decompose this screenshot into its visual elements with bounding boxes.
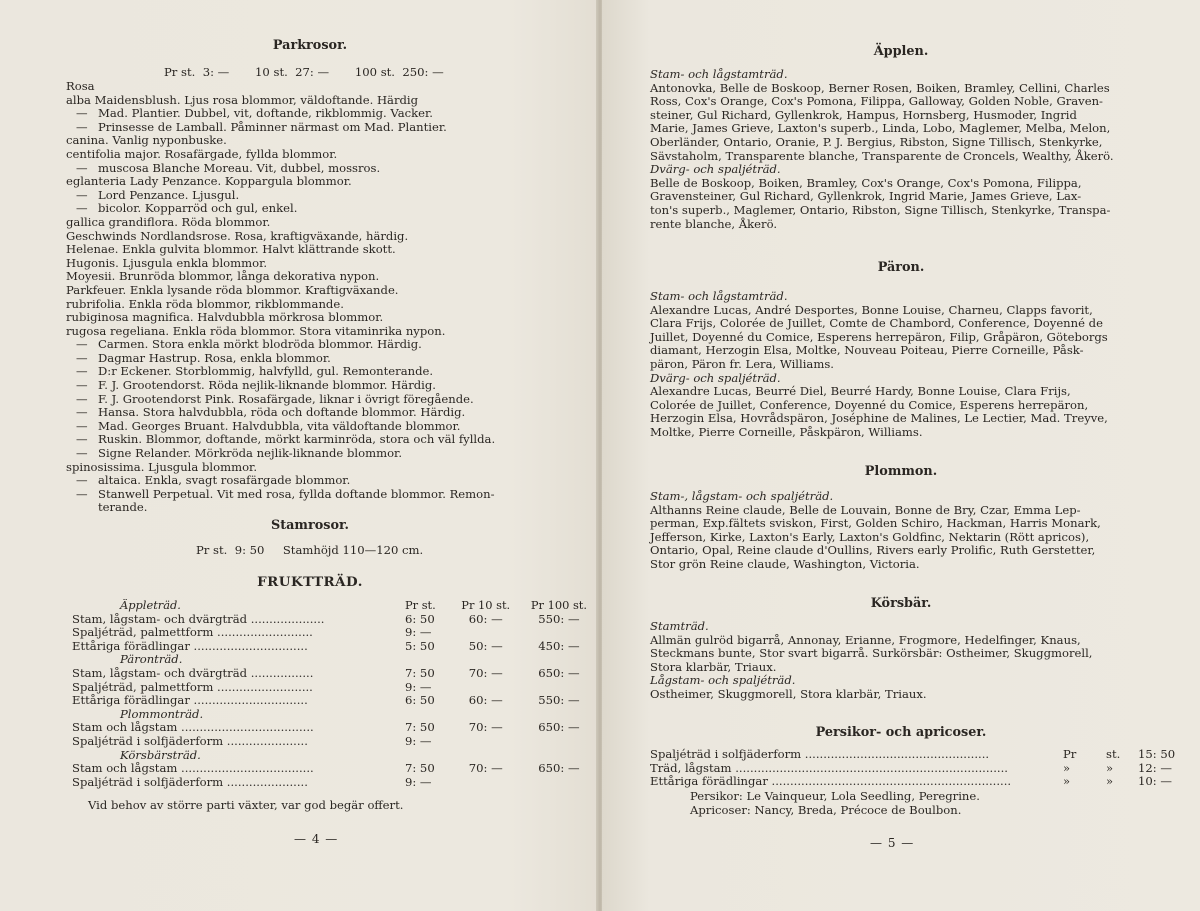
rose-entry-text: Parkfeuer. Enkla lysande röda blommor. Kraftigväxande. [66, 282, 399, 297]
rose-entry-text: Geschwinds Nordlandsrose. Rosa, kraftigväxande, härdig. [66, 228, 409, 243]
price-per-st: 9: — [404, 733, 432, 748]
rose-entry [66, 406, 495, 420]
variety-line: Jefferson, Kirke, Laxton's Early, Laxton's Goldfinc, Nektarin (Rött apricos), [650, 529, 1090, 544]
price-per-st: 9: — [404, 625, 432, 640]
applen-list [650, 68, 1114, 231]
rose-entry-text: muscosa Blanche Moreau. Vit, dubbel, mossros. [98, 160, 381, 175]
price-per-100: 650: — [538, 665, 580, 680]
dash-mark: — [76, 364, 88, 379]
variety-line: steiner, Gul Richard, Gyllenkrok, Hampus, Hornsberg, Husmoder, Ingrid [650, 107, 1077, 122]
rose-entry-text: Mad. Plantier. Dubbel, vit, doftande, rikblommig. Vacker. [98, 106, 433, 121]
variety-line: diamant, Herzogin Elsa, Moltke, Nouveau Poiteau, Pierre Corneille, Påsk- [650, 343, 1084, 358]
dash-mark: — [76, 119, 88, 134]
dash-mark: — [76, 187, 88, 202]
rose-entry [66, 420, 495, 434]
price-row [72, 613, 598, 627]
price-item-name: Stam, lågstam- och dvärgträd .................... [72, 612, 325, 626]
variety-line: Sävstaholm, Transparente blanche, Transparente de Croncels, Wealthy, Åkerö. [650, 148, 1114, 163]
tree-type-label: Stam-, lågstam- och spaljéträd. [650, 489, 834, 503]
price-per-100 [520, 681, 598, 695]
rose-entry [66, 433, 495, 447]
subcategory-row [72, 653, 598, 667]
price-row [72, 762, 598, 776]
variety-line: Colorée de Juillet, Conference, Doyenné du Comice, Esperens herrepäron, [650, 397, 1089, 412]
offer-note: Vid behov av större parti växter, var god begär offert. [88, 798, 404, 812]
price-item-name: Ettåriga förädlingar ............................... [72, 694, 308, 708]
dash-mark: — [76, 201, 88, 216]
dash-mark: — [76, 106, 88, 121]
price-per-st: 5: 50 [404, 638, 435, 653]
rose-entry-text: D:r Eckener. Storblommig, halvfylld, gul. Remonterande. [98, 364, 434, 379]
price-row [72, 776, 598, 790]
variety-line: Alexandre Lucas, Beurré Diel, Beurré Hardy, Bonne Louise, Clara Frijs, [650, 384, 1071, 399]
price-per-10: 60: — [468, 693, 503, 708]
variety-line: päron, Päron fr. Lera, Williams. [650, 356, 834, 371]
variety-line: Clara Frijs, Colorée de Juillet, Comte de Chambord, Conference, Doyenné de [650, 316, 1103, 331]
variety-line: Belle de Boskoop, Boiken, Bramley, Cox's Orange, Cox's Pomona, Filippa, [650, 175, 1082, 190]
rose-entry-text: bicolor. Kopparröd och gul, enkel. [98, 201, 298, 216]
rose-entry [66, 447, 495, 461]
rose-entry-text: rugosa regeliana. Enkla röda blommor. Stora vitaminrika nypon. [66, 323, 446, 338]
rose-entry-text: Ruskin. Blommor, doftande, mörkt karminröda, stora och väl fyllda. [98, 432, 496, 447]
price-item-name: Stam och lågstam .................................... [72, 762, 314, 776]
price-unit-b: » [1106, 774, 1114, 789]
column-header-pr-st: Pr st. [404, 598, 436, 612]
fruktrad-rows [72, 613, 598, 790]
price-unit-b: » [1106, 760, 1114, 775]
rose-entry-text: F. J. Grootendorst Pink. Rosafärgade, liknar i övrigt föregående. [98, 391, 474, 406]
price-per-10: 60: — [468, 611, 503, 626]
price-item-name: Stam och lågstam .................................... [72, 721, 314, 735]
subcategory-row [72, 749, 598, 763]
variety-line: Ostheimer, Skuggmorell, Stora klarbär, Triaux. [650, 686, 927, 701]
price-per-100: 650: — [538, 761, 580, 776]
price-item-name: Spaljéträd i solfjäderform ...................... [72, 734, 308, 748]
dash-mark: — [76, 418, 88, 433]
rose-entry-text: Mad. Georges Bruant. Halvdubbla, vita väldoftande blommor. [98, 418, 461, 433]
rose-entry [66, 488, 495, 502]
rose-entry [66, 379, 495, 393]
parkrosor-list [66, 80, 495, 515]
persikor-price-rows [650, 748, 1190, 789]
tree-type-label: Stamträd. [650, 619, 709, 633]
price-per-10 [452, 626, 520, 640]
variety-line: Oberländer, Ontario, Oranie, P. J. Bergius, Ribston, Signe Tillisch, Stenkyrke, [650, 134, 1103, 149]
subcategory-label: Plommonträd. [120, 706, 204, 721]
rose-entry-text: Helenae. Enkla gulvita blommor. Halvt klättrande skott. [66, 242, 396, 257]
price-per-100 [520, 776, 598, 790]
rose-entry-text: F. J. Grootendorst. Röda nejlik-liknande blommor. Härdig. [98, 378, 436, 393]
right-page [602, 0, 1200, 911]
price-per-100: 650: — [538, 720, 580, 735]
rose-entry-text: alba Maidensblush. Ljus rosa blommor, väldoftande. Härdig [66, 92, 419, 107]
dash-mark: — [76, 432, 88, 447]
variety-line: Alexandre Lucas, André Desportes, Bonne Louise, Charneu, Clapps favorit, [650, 302, 1093, 317]
rose-entry-text: altaica. Enkla, svagt rosafärgade blommor. [98, 473, 351, 488]
rose-entry-text: Rosa [66, 79, 95, 93]
rose-entry [66, 311, 495, 325]
variety-line: Herzogin Elsa, Hovrådspäron, Joséphine de Malines, Le Lectier, Mad. Treyve, [650, 411, 1108, 426]
persikor-note-apricoser: Apricoser: Nancy, Breda, Précoce de Boulbon. [690, 803, 962, 817]
left-page [0, 0, 598, 911]
subcategory-label: Körsbärsträd. [120, 747, 201, 762]
page-number-left: — 4 — [294, 832, 339, 846]
rose-entry [66, 474, 495, 488]
price-per-100 [520, 735, 598, 749]
korsbar-list [650, 620, 1093, 702]
subcategory-label: Päronträd. [120, 652, 183, 667]
tree-type-label: Stam- och lågstamträd. [650, 289, 788, 303]
price-per-10 [452, 735, 520, 749]
price-row [72, 667, 598, 681]
plommon-list [650, 490, 1101, 572]
price-per-100: 550: — [538, 611, 580, 626]
price-per-10: 70: — [468, 665, 503, 680]
price-item-name: Träd, lågstam .......................................................................... [650, 761, 1008, 775]
variety-line: Juillet, Doyenné du Comice, Esperens herrepäron, Filip, Gråpäron, Göteborgs [650, 329, 1108, 344]
rose-entry [66, 148, 495, 162]
paron-list [650, 290, 1108, 440]
plommon-heading: Plommon. [864, 464, 938, 479]
dash-mark: — [76, 391, 88, 406]
price-per-10 [452, 776, 520, 790]
rose-entry-text: centifolia major. Rosafärgade, fyllda blommor. [66, 146, 338, 161]
price-row [72, 694, 598, 708]
rose-entry [66, 461, 495, 475]
paron-heading: Päron. [877, 260, 925, 275]
variety-line: Gravensteiner, Gul Richard, Gyllenkrok, Ingrid Marie, James Grieve, Lax- [650, 189, 1082, 204]
tree-type-label: Dvärg- och spaljéträd. [650, 370, 781, 385]
variety-line: Althanns Reine claude, Belle de Louvain, Bonne de Bry, Czar, Emma Lep- [650, 502, 1081, 517]
rose-entry [66, 270, 495, 284]
variety-line: ton's superb., Maglemer, Ontario, Ribston, Signe Tillisch, Stenkyrke, Transpa- [650, 202, 1111, 217]
price-row [72, 640, 598, 654]
price-per-100: 450: — [538, 638, 580, 653]
variety-line: Moltke, Pierre Corneille, Påskpäron, Williams. [650, 424, 923, 439]
rose-entry-text: Lord Penzance. Ljusgul. [98, 187, 240, 202]
dash-mark: — [76, 350, 88, 365]
rose-entry-text: gallica grandiflora. Röda blommor. [66, 214, 271, 229]
rose-entry-text: rubrifolia. Enkla röda blommor, rikblommande. [66, 296, 344, 311]
price-value: 12: — [1138, 760, 1172, 775]
persikor-price-row [650, 762, 1190, 776]
rose-entry [66, 352, 495, 366]
rose-entry [66, 501, 495, 515]
price-item-name: Spaljéträd, palmettform .......................... [72, 680, 313, 694]
price-unit-a: Pr [1063, 747, 1077, 761]
rose-entry [66, 338, 495, 352]
dash-mark: — [76, 486, 88, 501]
price-item-name: Spaljéträd i solfjäderform ...................... [72, 775, 308, 789]
price-per-10: 50: — [468, 638, 503, 653]
rose-entry [66, 216, 495, 230]
price-per-st: 9: — [404, 679, 432, 694]
persikor-note-persikor: Persikor: Le Vainqueur, Lola Seedling, Peregrine. [690, 789, 980, 803]
subcategory-row [72, 708, 598, 722]
price-per-100: 550: — [538, 693, 580, 708]
price-value: 15: 50 [1138, 747, 1176, 761]
rose-entry [66, 230, 495, 244]
parkrosor-heading: Parkrosor. [272, 38, 348, 53]
fruktrad-price-table [72, 599, 598, 789]
rose-entry [66, 134, 495, 148]
price-unit-a: » [1063, 774, 1071, 789]
price-item-name: Ettåriga förädlingar ............................... [72, 639, 308, 653]
tree-type-label: Dvärg- och spaljéträd. [650, 162, 781, 177]
price-per-st: 7: 50 [404, 761, 435, 776]
variety-line: Antonovka, Belle de Boskoop, Berner Rosen, Boiken, Bramley, Cellini, Charles [650, 80, 1110, 95]
rose-entry-text: Dagmar Hastrup. Rosa, enkla blommor. [98, 350, 331, 365]
price-per-st: 6: 50 [404, 693, 435, 708]
rose-entry [66, 257, 495, 271]
rose-entry [66, 107, 495, 121]
rose-entry [66, 393, 495, 407]
rose-entry-text: eglanteria Lady Penzance. Koppargula blommor. [66, 174, 352, 189]
persikor-heading: Persikor- och apricoser. [815, 725, 987, 740]
variety-line: Ross, Cox's Orange, Cox's Pomona, Filippa, Galloway, Golden Noble, Graven- [650, 94, 1103, 109]
variety-line: Steckmans bunte, Stor svart bigarrå. Surkörsbär: Ostheimer, Skuggmorell, [650, 646, 1093, 661]
price-per-st: 7: 50 [404, 720, 435, 735]
dash-mark: — [76, 378, 88, 393]
persikor-price-row [650, 748, 1190, 762]
rose-entry [66, 325, 495, 339]
fruktrad-heading: FRUKTTRÄD. [257, 574, 363, 590]
rose-entry [66, 284, 495, 298]
rose-entry [66, 365, 495, 379]
parkrosor-price-line: Pr st. 3: — 10 st. 27: — 100 st. 250: — [164, 65, 444, 79]
price-per-st: 6: 50 [404, 611, 435, 626]
rose-entry-text: Moyesii. Brunröda blommor, långa dekorativa nypon. [66, 269, 380, 284]
price-item-name: Spaljéträd, palmettform .......................... [72, 626, 313, 640]
price-per-st: 7: 50 [404, 665, 435, 680]
variety-line: Stor grön Reine claude, Washington, Victoria. [650, 556, 920, 571]
variety-line: perman, Exp.fältets sviskon, First, Golden Schiro, Hackman, Harris Monark, [650, 516, 1101, 531]
stamrosor-heading: Stamrosor. [270, 518, 350, 533]
price-row [72, 735, 598, 749]
dash-mark: — [76, 337, 88, 352]
price-unit-b: st. [1106, 747, 1121, 761]
variety-line: Stora klarbär, Triaux. [650, 659, 777, 674]
dash-mark: — [76, 405, 88, 420]
applen-heading: Äpplen. [873, 44, 929, 59]
rose-entry-text: canina. Vanlig nyponbuske. [66, 133, 227, 148]
price-row [72, 626, 598, 640]
rose-entry-text: spinosissima. Ljusgula blommor. [66, 459, 258, 474]
rose-entry-text: Hugonis. Ljusgula enkla blommor. [66, 255, 268, 270]
price-per-10: 70: — [468, 761, 503, 776]
variety-line: Ontario, Opal, Reine claude d'Oullins, Rivers early Prolific, Ruth Gerstetter, [650, 543, 1096, 558]
rose-entry [66, 94, 495, 108]
column-header-pr-100-st: Pr 100 st. [530, 598, 587, 612]
fruktrad-header-row [72, 599, 598, 613]
rose-entry-text: Stanwell Perpetual. Vit med rosa, fyllda doftande blommor. Remon- [98, 486, 495, 501]
dash-mark: — [76, 473, 88, 488]
persikor-price-row [650, 775, 1190, 789]
rose-entry-text: terande. [98, 500, 148, 515]
price-item-name: Ettåriga förädlingar ................................................................. [650, 775, 1012, 789]
column-header-pr-10-st: Pr 10 st. [461, 598, 511, 612]
tree-type-label: Lågstam- och spaljéträd. [650, 673, 796, 688]
price-item-name: Stam, lågstam- och dvärgträd ................. [72, 666, 314, 680]
korsbar-heading: Körsbär. [870, 596, 932, 611]
price-row [72, 681, 598, 695]
rose-entry [66, 243, 495, 257]
rose-entry-text: Carmen. Stora enkla mörkt blodröda blommor. Härdig. [98, 337, 422, 352]
dash-mark: — [76, 160, 88, 175]
variety-line: rente blanche, Åkerö. [650, 216, 778, 231]
rose-entry-text: Signe Relander. Mörkröda nejlik-liknande blommor. [98, 446, 403, 461]
price-value: 10: — [1138, 774, 1172, 789]
rose-entry [66, 162, 495, 176]
rose-entry-text: Prinsesse de Lamball. Påminner närmast om Mad. Plantier. [98, 119, 447, 134]
price-row [72, 721, 598, 735]
price-per-10: 70: — [468, 720, 503, 735]
rose-entry-text: rubiginosa magnifica. Halvdubbla mörkrosa blommor. [66, 310, 384, 325]
rose-entry [66, 189, 495, 203]
price-per-st: 9: — [404, 774, 432, 789]
page-number-right: — 5 — [870, 836, 915, 850]
price-item-name: Spaljéträd i solfjäderform .................................................. [650, 748, 990, 761]
price-unit-a: » [1063, 760, 1071, 775]
stamrosor-price-line: Pr st. 9: 50 Stamhöjd 110—120 cm. [196, 543, 424, 557]
column-header-appletrad: Äppleträd. [120, 599, 181, 612]
rose-entry [66, 298, 495, 312]
variety-line: Marie, James Grieve, Laxton's superb., Linda, Lobo, Maglemer, Melba, Melon, [650, 121, 1111, 136]
variety-line: Allmän gulröd bigarrå, Annonay, Erianne, Frogmore, Hedelfinger, Knaus, [650, 632, 1081, 647]
rose-entry-text: Hansa. Stora halvdubbla, röda och doftande blommor. Härdig. [98, 405, 466, 420]
dash-mark: — [76, 446, 88, 461]
price-per-100 [520, 626, 598, 640]
rose-entry [66, 80, 495, 94]
rose-entry [66, 202, 495, 216]
rose-entry [66, 175, 495, 189]
price-per-10 [452, 681, 520, 695]
tree-type-label: Stam- och lågstamträd. [650, 67, 788, 81]
rose-entry [66, 121, 495, 135]
